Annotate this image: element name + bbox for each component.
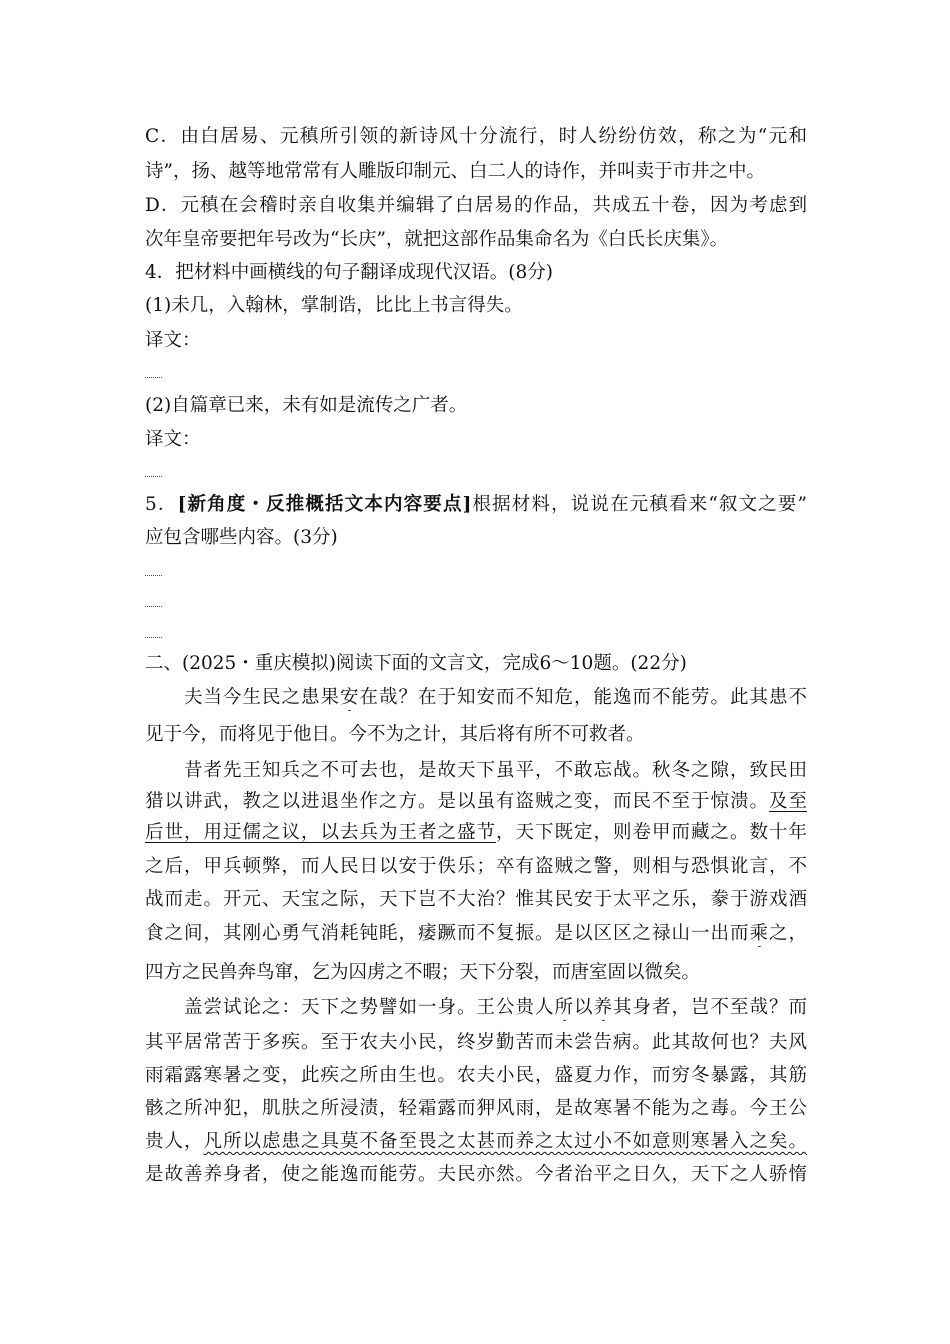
translation-label-2: 译文： <box>145 429 201 450</box>
passage-p3-line-4: 骸之所冲犯，肌肤之所浸渍，轻霜露而狎风雨，是故寒暑不能为之毒。今王公 <box>145 1098 807 1119</box>
question-4-title: 4．把材料中画横线的句子翻译成现代汉语。(8分) <box>145 262 553 283</box>
passage-p3-line-1: 盖尝试论之：天下之势譬如一身。王公贵人所以养其身者，岂不至哉？而 <box>184 997 807 1018</box>
passage-p2-line-7: 四方之民兽奔鸟窜，乞为囚虏之不暇；天下分裂，而唐室固以微矣。 <box>145 962 701 983</box>
wavy-underlined-sentence: 凡所以虑患之具莫不备至畏之太甚而养之太过小不如意则寒暑入之矣。 <box>203 1131 807 1152</box>
question-4-sentence-1: (1)未几，入翰林，掌制诰，比比上书言得失。 <box>145 295 523 316</box>
passage-p2-line-1: 昔者先王知兵之不可去也，是故天下虽平，不敢忘战。秋冬之隙，致民田 <box>184 760 807 781</box>
option-c-line-1: C．由白居易、元稹所引领的新诗风十分流行，时人纷纷仿效，称之为“元和 <box>145 126 807 147</box>
passage-p2-line-4: 之后，甲兵顿弊，而人民日以安于佚乐；卒有盗贼之警，则相与恐惧讹言，不 <box>145 856 807 877</box>
passage-p3-line-5: 贵人，凡所以虑患之具莫不备至畏之太甚而养之太过小不如意则寒暑入之矣。 <box>145 1131 807 1152</box>
passage-p3-line-6: 是故善养身者，使之能逸而能劳。夫民亦然。今者治平之日久，天下之人骄惰 <box>145 1164 807 1185</box>
answer-blank-4[interactable] <box>145 606 162 607</box>
question-4-sentence-2: (2)自篇章已来，未有如是流传之广者。 <box>145 395 468 416</box>
option-c-line-2: 诗”，扬、越等地常常有人雕版印制元、白二人的诗作，并叫卖于市井之中。 <box>145 161 765 182</box>
dotted-char: 安 <box>340 687 360 708</box>
answer-blank-2[interactable] <box>145 476 162 477</box>
passage-p2-line-5: 战而走。开元、天宝之际，天下岂不大治？惟其民安于太平之乐，豢于游戏酒 <box>145 889 807 910</box>
dotted-char: 所 <box>554 997 574 1018</box>
passage-p1-line-2: 见于今，而将见于他日。今不为之计，其后将有所不可救者。 <box>145 724 645 745</box>
question-5-line-2: 应包含哪些内容。(3分) <box>145 527 338 548</box>
dotted-char: 养 <box>593 997 613 1018</box>
option-d-line-1: D．元稹在会稽时亲自收集并编辑了白居易的作品，共成五十卷，因为考虑到 <box>145 195 807 216</box>
answer-blank-3[interactable] <box>145 575 162 576</box>
question-5-number: 5． <box>145 494 178 515</box>
underlined-sentence: 及至 <box>768 791 807 812</box>
section-2-header: 二、(2025・重庆模拟)阅读下面的文言文，完成6～10题。(22分) <box>145 653 687 674</box>
answer-blank-5[interactable] <box>145 637 162 638</box>
passage-p2-line-3: 后世，用迂儒之议，以去兵为王者之盛节，天下既定，则卷甲而藏之。数十年 <box>145 822 807 843</box>
question-5-line-1 <box>145 492 807 518</box>
underlined-sentence: 后世，用迂儒之议，以去兵为王者之盛节 <box>145 822 496 843</box>
dotted-char: 乘 <box>749 923 769 944</box>
question-5-text: 根据材料，说说在元稹看来“叙文之要” <box>471 494 807 515</box>
answer-blank-1[interactable] <box>145 377 162 378</box>
translation-label-1: 译文： <box>145 330 201 351</box>
passage-p1-line-1: 夫当今生民之患果安在哉？在于知安而不知危，能逸而不能劳。此其患不 <box>184 687 807 708</box>
question-5-tag: [新角度・反推概括文本内容要点] <box>177 494 472 515</box>
option-d-line-2: 次年皇帝要把年号改为“长庆”，就把这部作品集命名为《白氏长庆集》。 <box>145 229 729 250</box>
passage-p3-line-3: 雨霜露寒暑之变，此疾之所由生也。农夫小民，盛夏力作，而穷冬暴露，其筋 <box>145 1065 807 1086</box>
passage-p2-line-2: 猎以讲武，教之以进退坐作之方。是以虽有盗贼之变，而民不至于惊溃。及至 <box>145 791 807 812</box>
passage-p2-line-6: 食之间，其刚心勇气消耗钝眊，痿蹶而不复振。是以区区之禄山一出而乘之， <box>145 923 807 944</box>
passage-p3-line-2: 其平居常苦于多疾。至于农夫小民，终岁勤苦而未尝告病。此其故何也？夫风 <box>145 1032 807 1053</box>
